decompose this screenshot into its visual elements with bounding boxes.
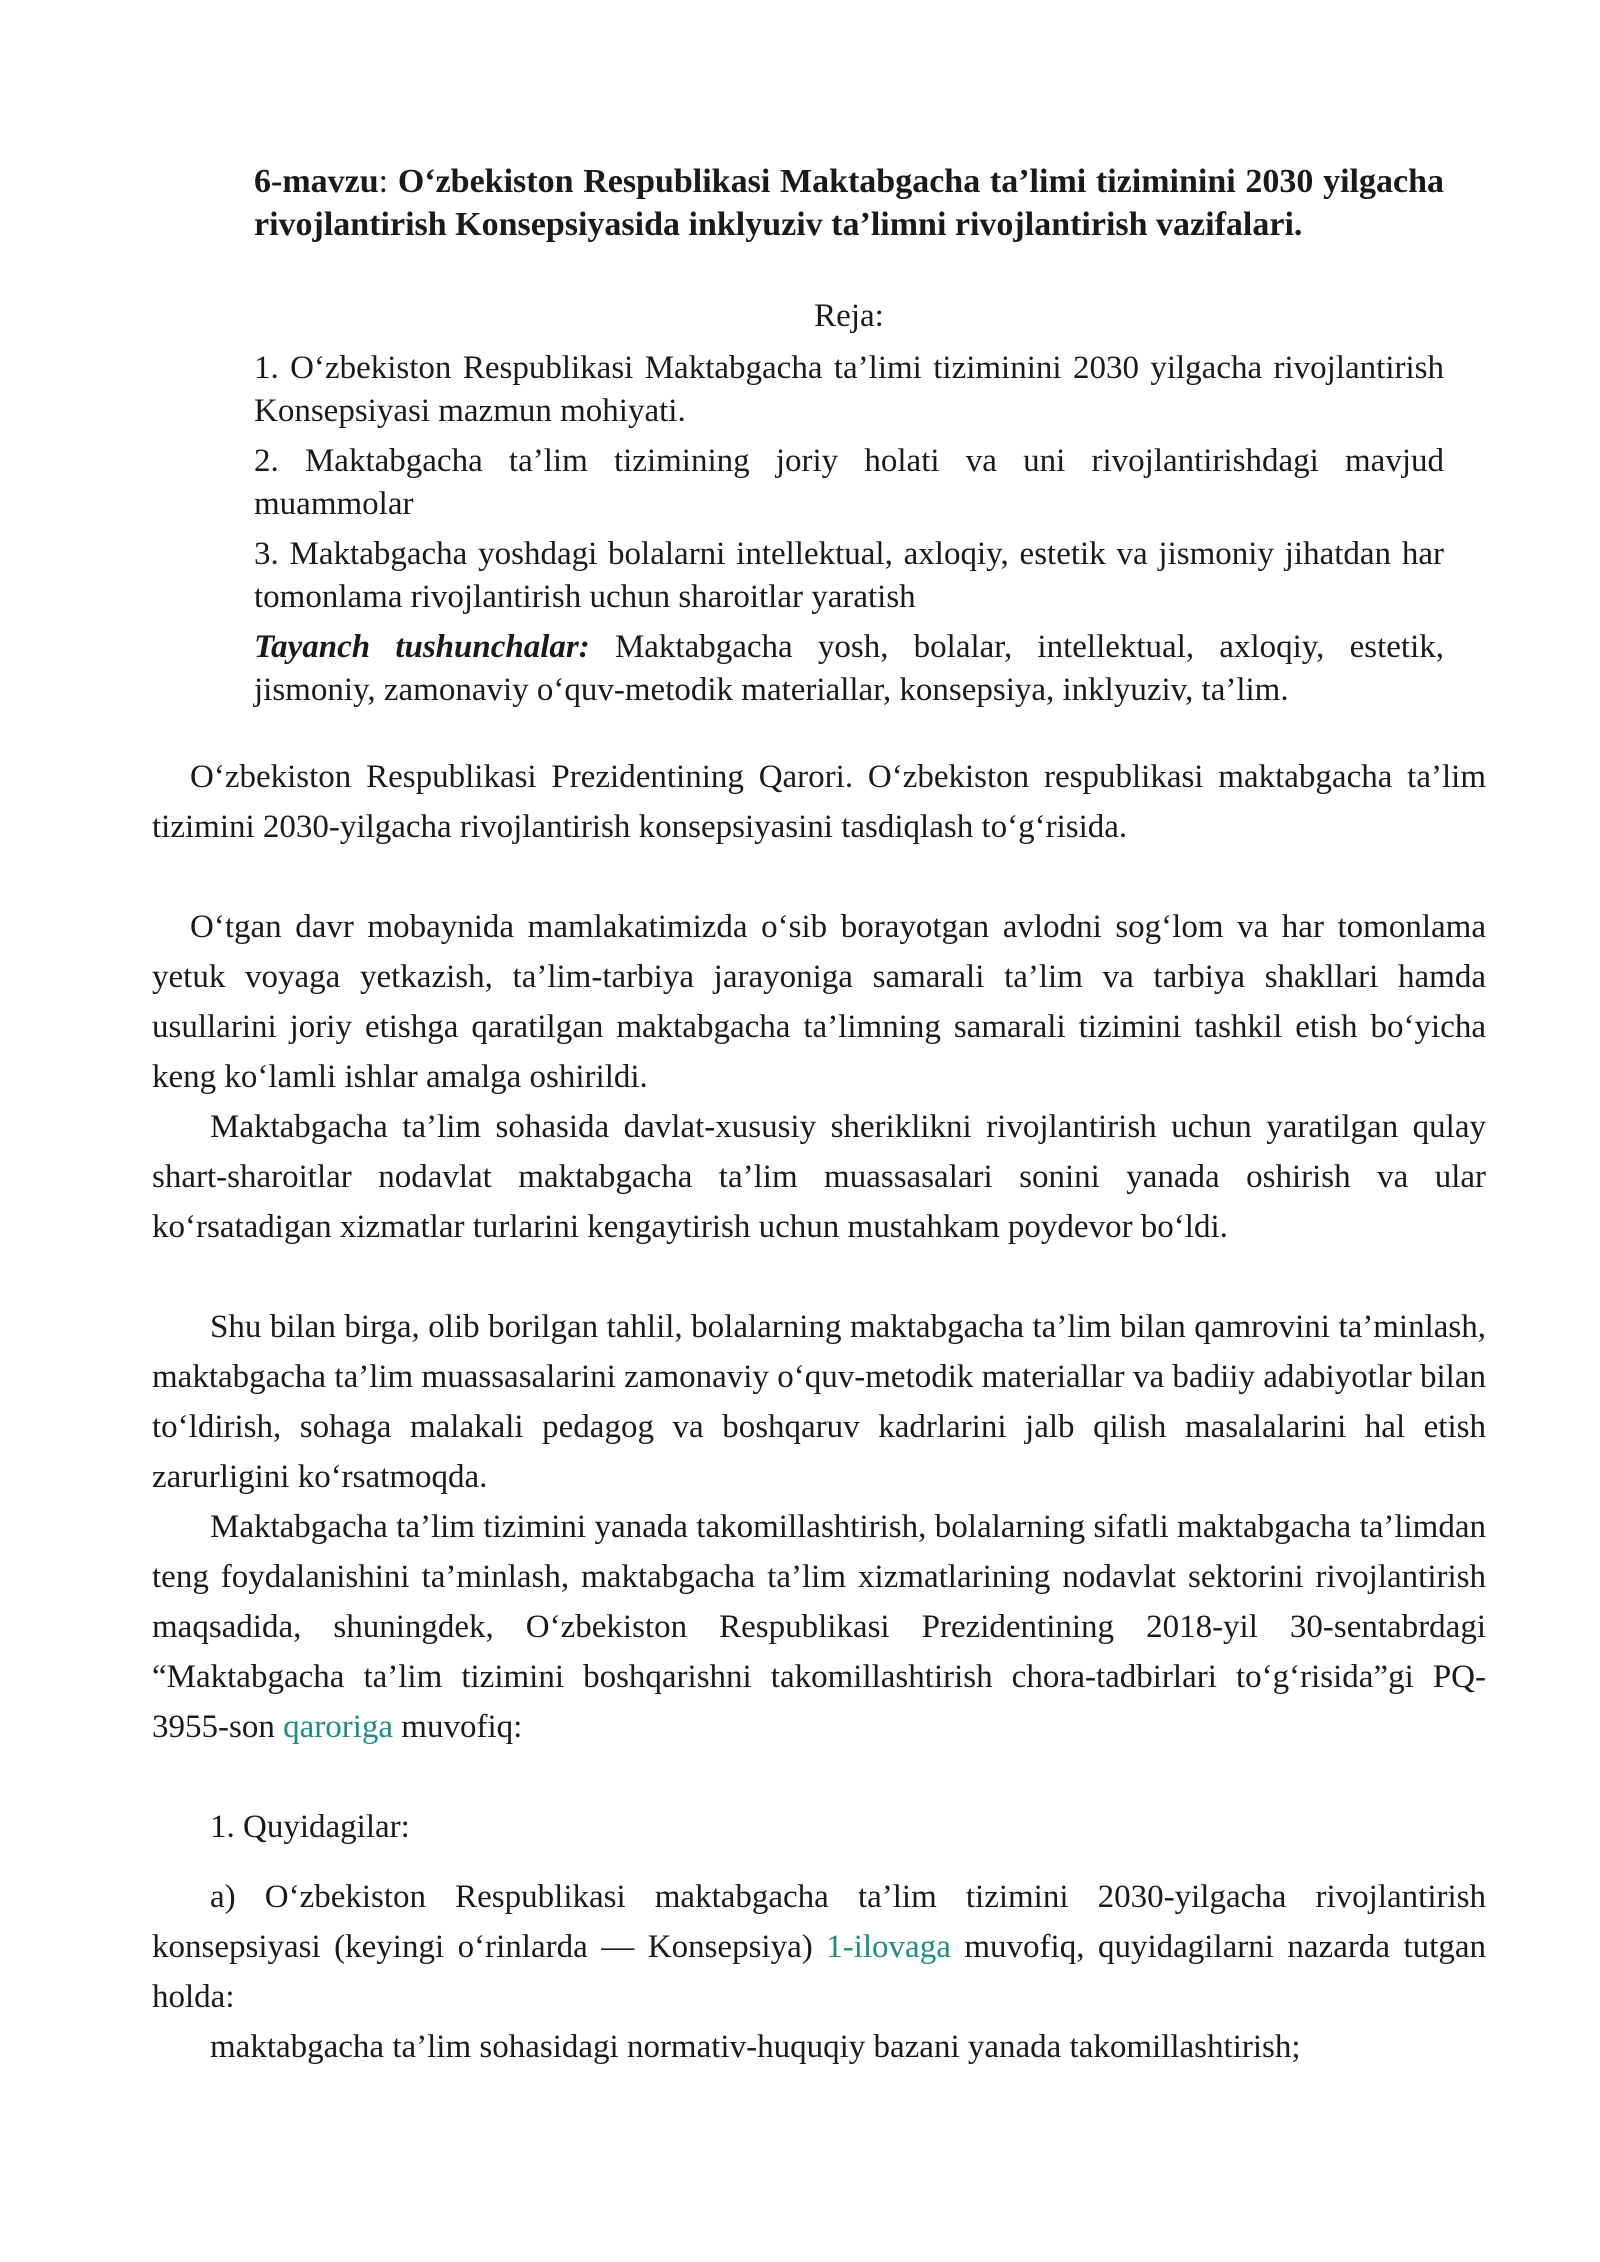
plan-item-3: 3. Maktabgacha yoshdagi bolalarni intellektual, axloqiy, estetik va jismoniy jihatdan har tomonlama rivojlantirish uchun sharoitlar yaratish bbox=[254, 536, 1444, 615]
annex-link[interactable]: 1-ilovaga bbox=[826, 1929, 951, 1965]
paragraph-improvement-text: Maktabgacha ta’lim tizimini yanada takomillashtirish, bolalarning sifatli maktabgacha ta’limdan teng foydalanishini ta’minlash, maktabgacha ta’lim xizmatlarining nodavlat sektorini rivojlantirish maqsadida, shuningdek, O‘zbekiston Respublikasi Prezidentining 2018-yil 30-sentabrdagi “Maktabgacha ta’lim tizimini boshqarishni takomillashtirish chora-tadbirlari to‘g‘risida”gi PQ-3955-son bbox=[152, 1509, 1486, 1745]
paragraph-concept-text: a) O‘zbekiston Respublikasi maktabgacha ta’lim tizimini 2030-yilgacha rivojlantirish konsepsiyasi (keyingi o‘rinlarda — Konsepsiya) bbox=[152, 1879, 1486, 1965]
key-concepts-text: Maktabgacha yosh, bolalar, intellektual, axloqiy, estetik, jismoniy, zamonaviy o‘quv-metodik materiallar, konsepsiya, inklyuziv, ta’lim. bbox=[254, 629, 1444, 708]
paragraph-concept-approval bbox=[152, 1872, 1486, 2022]
plan-heading: Reja: bbox=[814, 298, 884, 334]
paragraph-past-period: O‘tgan davr mobaynida mamlakatimizda o‘sib borayotgan avlodni sog‘lom va har tomonlama yetuk voyaga yetkazish, ta’lim-tarbiya jarayoniga samarali ta’lim va tarbiya shakllari hamda usullarini joriy etishga qaratilgan maktabgacha ta’limning samarali tizimini tashkil etish bo‘yicha keng ko‘lamli ishlar amalga oshirildi. bbox=[152, 909, 1486, 1095]
title-colon: : bbox=[378, 163, 398, 200]
key-concepts-label: Tayanch tushunchalar: bbox=[254, 629, 590, 665]
decree-link[interactable]: qaroriga bbox=[283, 1709, 394, 1745]
plan-item-2: 2. Maktabgacha ta’lim tizimining joriy holati va uni rivojlantirishdagi mavjud muammolar bbox=[254, 443, 1444, 522]
paragraph-public-private: Maktabgacha ta’lim sohasida davlat-xususiy sheriklikni rivojlantirish uchun yaratilgan qulay shart-sharoitlar nodavlat maktabgacha ta’lim muassasalari sonini yanada oshirish va ular ko‘rsatadigan xizmatlar turlarini kengaytirish uchun mustahkam poydevor bo‘ldi. bbox=[152, 1109, 1486, 1245]
plan-item-1: 1. O‘zbekiston Respublikasi Maktabgacha ta’limi tiziminini 2030 yilgacha rivojlantirish Konsepsiyasi mazmun mohiyati. bbox=[254, 350, 1444, 429]
paragraph-improvement-end: muvofiq: bbox=[393, 1709, 523, 1745]
topic-title-text: O‘zbekiston Respublikasi Maktabgacha ta’limi tiziminini 2030 yilgacha rivojlantirish Konsepsiyasida inklyuziv ta’limni rivojlantirish vazifalari. bbox=[254, 163, 1444, 243]
paragraph-decree-title: O‘zbekiston Respublikasi Prezidentining Qarori. O‘zbekiston respublikasi maktabgacha ta’lim tizimini 2030-yilgacha rivojlantirish konsepsiyasini tasdiqlash to‘g‘risida. bbox=[152, 759, 1486, 845]
paragraph-improvement bbox=[152, 1502, 1486, 1752]
paragraph-concept-end: muvofiq, quyidagilarni nazarda tutgan holda: bbox=[152, 1929, 1486, 2015]
topic-title bbox=[254, 160, 1444, 246]
paragraph-analysis: Shu bilan birga, olib borilgan tahlil, bolalarning maktabgacha ta’lim bilan qamrovini ta’minlash, maktabgacha ta’lim muassasalarini zamonaviy o‘quv-metodik materiallar va badiiy adabiyotlar bilan to‘ldirish, sohaga malakali pedagog va boshqaruv kadrlarini jalb qilish masalalarini hal etish zarurligini ko‘rsatmoqda. bbox=[152, 1309, 1486, 1495]
paragraph-legal-base: maktabgacha ta’lim sohasidagi normativ-huquqiy bazani yanada takomillashtirish; bbox=[210, 2029, 1301, 2065]
topic-number: 6-mavzu bbox=[254, 163, 379, 200]
list-heading-following: 1. Quyidagilar: bbox=[210, 1809, 410, 1845]
key-concepts bbox=[254, 626, 1444, 712]
